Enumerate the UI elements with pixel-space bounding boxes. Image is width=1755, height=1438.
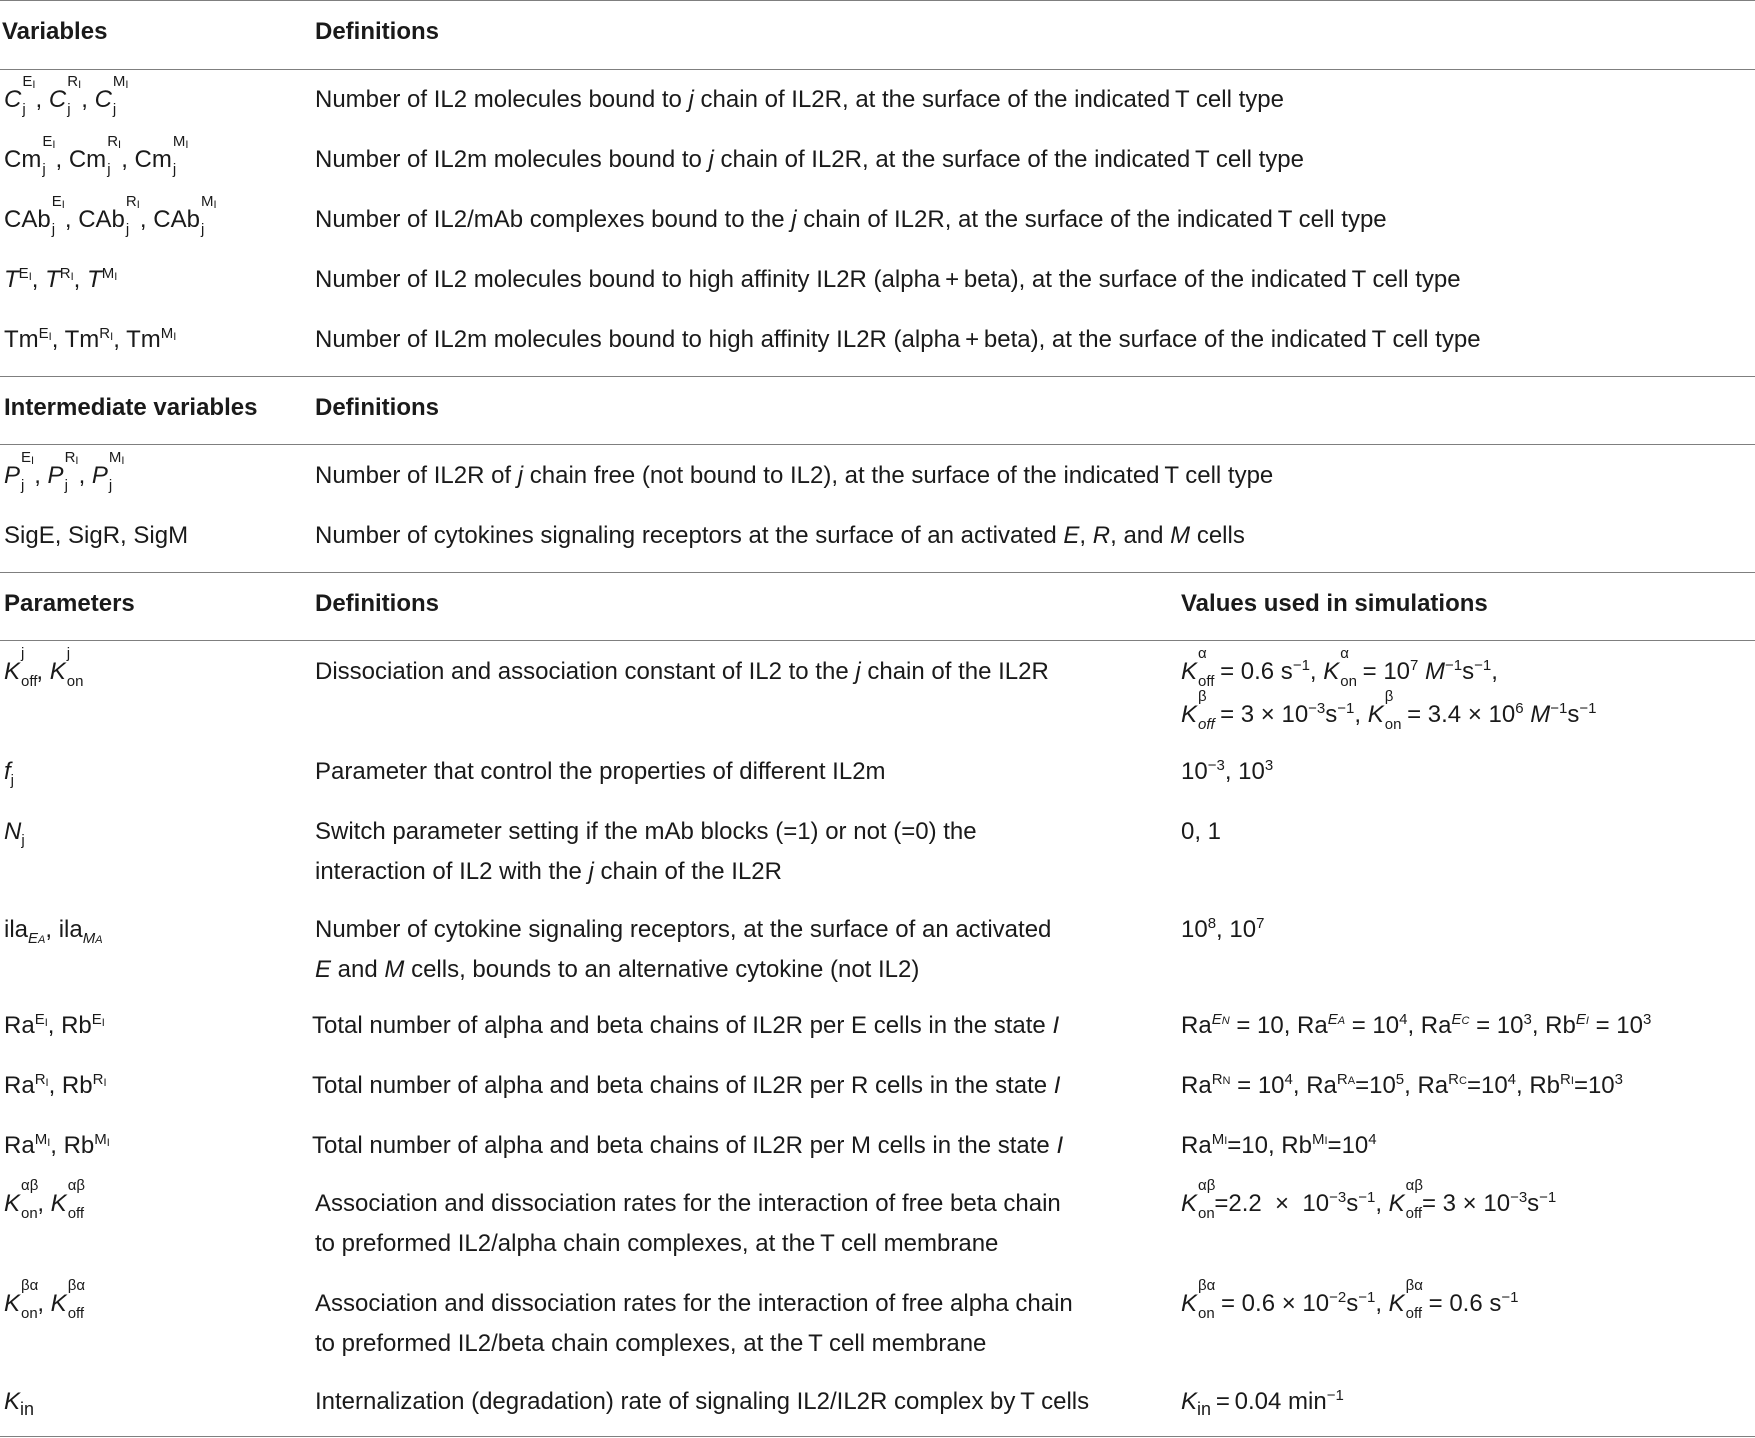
symbol-cell: $Ra^{E_I}$, $Rb^{E_I}$ <box>4 1011 105 1039</box>
definitions-header: Definitions <box>315 18 439 45</box>
symbol-cell: ila$_{EA}$, ila$_{MA}$ <box>4 916 103 947</box>
values-header: Values used in simulations <box>1181 590 1488 617</box>
symbol-cell: $K_{in}$ <box>4 1388 35 1419</box>
definition-cell: Dissociation and association constant of IL2 to the j chain of the IL2R <box>315 658 1049 685</box>
definitions-header: Definitions <box>315 590 439 617</box>
definition-cell: Number of IL2m molecules bound to j chain of IL2R, at the surface of the indicated T cell type <box>315 146 1304 173</box>
value-cell: $Ra^{RN} = 10^4$, $Ra^{RA}=10^5$, $Ra^{RC}=10^4$, $Rb^{RI}=10^3$ <box>1181 1071 1623 1099</box>
value-cell: $Ra^{MI}=10$, $Rb^{MI}=10^4$ <box>1181 1131 1377 1159</box>
symbol-cell: $Ra^{R_I}$, $Rb^{R_I}$ <box>4 1071 107 1099</box>
table-top-rule <box>0 0 1755 1</box>
value-cell: $Ra^{EN} = 10$, $Ra^{EA} = 10^4$, $Ra^{EC} = 10^3$, $Rb^{EI} = 10^3$ <box>1181 1011 1652 1039</box>
rule <box>0 376 1755 377</box>
definition-cell: Total number of alpha and beta chains of IL2R per M cells in the state I <box>312 1132 1064 1159</box>
definition-cell: Association and dissociation rates for the interaction of free alpha chain to preformed IL2/beta chain complexes, at the T cell membrane <box>315 1290 1073 1357</box>
definition-cell: Parameter that control the properties of different IL2m <box>315 758 886 785</box>
rule <box>0 572 1755 573</box>
symbol-cell: C $E_I$ j , C $R_I$ j , C $M_I$ j <box>4 73 129 118</box>
symbol-cell: CAb $E_I$ j , CAb $R_I$ j , CAb $M_I$ j <box>4 193 217 238</box>
definition-cell: Number of IL2/mAb complexes bound to the j chain of IL2R, at the surface of the indicated T cell type <box>315 206 1387 233</box>
symbol-cell: $f_j$ <box>4 758 15 789</box>
symbol-cell: $N_j$ <box>4 818 25 849</box>
variables-header: Variables <box>2 18 108 45</box>
symbol-cell: K βα on , K βα off <box>4 1277 85 1322</box>
definition-cell: Number of IL2 molecules bound to j chain of IL2R, at the surface of the indicated T cell type <box>315 86 1284 113</box>
symbol-cell: $Ra^{M_I}$, $Rb^{M_I}$ <box>4 1131 110 1159</box>
rule <box>0 640 1755 641</box>
symbol-cell: P $E_I$ j , P $R_I$ j , P $M_I$ j <box>4 449 125 494</box>
symbol-cell: SigE, SigR, SigM <box>4 522 189 549</box>
symbol-cell: Cm $E_I$ j , Cm $R_I$ j , Cm $M_I$ j <box>4 133 189 178</box>
definition-cell: Association and dissociation rates for the interaction of free beta chain to preformed IL2/alpha chain complexes, at the T cell membrane <box>315 1190 1061 1257</box>
value-cell: $10^{-3}$, $10^3$ <box>1181 757 1274 785</box>
value-cell: $K_{in} = 0.04$ $\min^{-1}$ <box>1181 1387 1344 1419</box>
table-bottom-rule <box>0 1436 1755 1437</box>
symbol-cell: $Tm^{E_I}$, $Tm^{R_I}$, $Tm^{M_I}$ <box>4 325 177 353</box>
symbol-cell: K αβ on , K αβ off <box>4 1177 85 1222</box>
symbol-cell: K j off , K j on <box>4 645 84 690</box>
definition-cell: Number of IL2m molecules bound to high affinity IL2R (alpha + beta), at the surface of the indicated T cell type <box>315 326 1481 353</box>
value-cell: K βα on = $0.6 \times 10^{-2}s^{-1}$, K βα off = 0.6 $s^{-1}$ <box>1181 1277 1519 1322</box>
intermediate-variables-header: Intermediate variables <box>4 394 258 421</box>
definition-cell: Switch parameter setting if the mAb blocks (=1) or not (=0) the interaction of IL2 with the j chain of the IL2R <box>315 818 977 885</box>
value-cell: 0, 1 <box>1181 818 1222 845</box>
definition-cell: Internalization (degradation) rate of signaling IL2/IL2R complex by T cells <box>315 1388 1090 1415</box>
definition-cell: Total number of alpha and beta chains of IL2R per E cells in the state I <box>312 1012 1060 1039</box>
rule <box>0 444 1755 445</box>
definition-cell: Number of cytokine signaling receptors, at the surface of an activated E and M cells, bounds to an alternative cytokine (not IL2) <box>315 916 1052 983</box>
definitions-header: Definitions <box>315 394 439 421</box>
value-cell: $10^8$, $10^7$ <box>1181 915 1265 943</box>
value-cell: K α off = 0.6 $s^{-1}$, K α on = $10^7$ $M^{-1}s^{-1}$, K β off = $3 \times 10^{-3}s^{-1}$, K β on = $3.4 \times 10^6$ $M^{-1}s^{-1}$ <box>1181 645 1597 733</box>
value-cell: K αβ on $=2.2 \times 10^{-3}s^{-1}$, K αβ off = $3 \times 10^{-3}s^{-1}$ <box>1181 1177 1557 1222</box>
definition-cell: Number of cytokines signaling receptors at the surface of an activated E, R, and M cells <box>315 522 1245 549</box>
symbol-cell: $T^{E_I}$, $T^{R_I}$, $T^{M_I}$ <box>4 265 118 293</box>
definition-cell: Number of IL2 molecules bound to high affinity IL2R (alpha + beta), at the surface of the indicated T cell type <box>315 266 1461 293</box>
rule <box>0 69 1755 70</box>
parameters-header: Parameters <box>4 590 135 617</box>
definition-cell: Total number of alpha and beta chains of IL2R per R cells in the state I <box>312 1072 1061 1099</box>
definition-cell: Number of IL2R of j chain free (not bound to IL2), at the surface of the indicated T cell type <box>315 462 1274 489</box>
